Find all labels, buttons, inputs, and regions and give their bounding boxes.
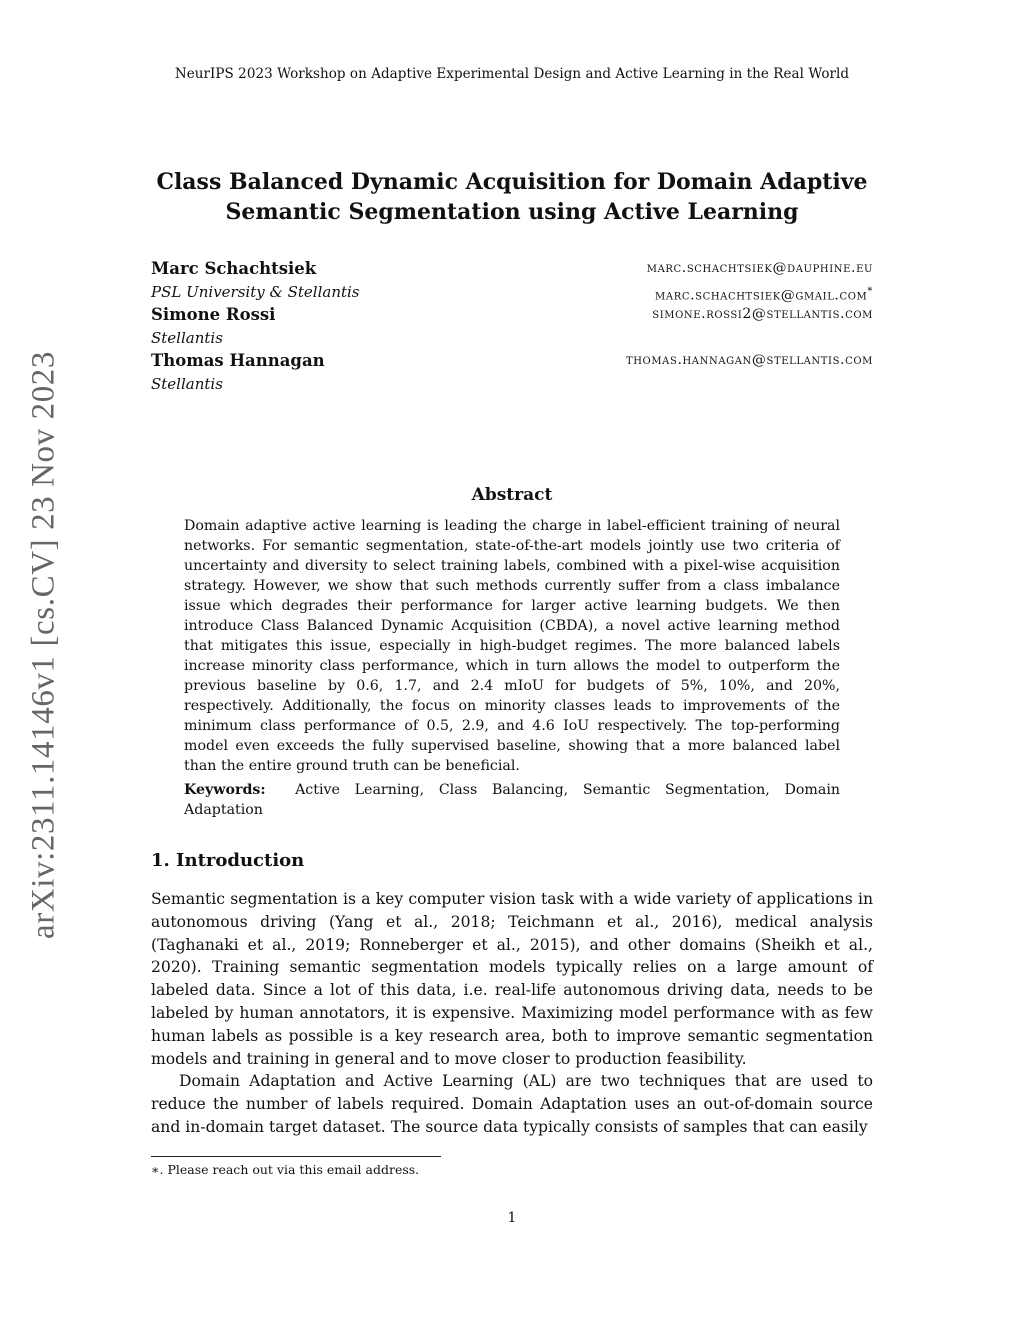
introduction-body — [151, 888, 873, 1139]
author-email[interactable]: simone.rossi2@stellantis.com — [652, 306, 873, 322]
page-number: 1 — [507, 1210, 517, 1226]
title-line-2: Semantic Segmentation using Active Learning — [225, 199, 799, 225]
author-row — [151, 257, 873, 280]
author-name: Thomas Hannagan — [151, 351, 325, 370]
title-line-1: Class Balanced Dynamic Acquisition for Domain Adaptive — [156, 169, 868, 195]
venue-header: NeurIPS 2023 Workshop on Adaptive Experimental Design and Active Learning in the Real World — [174, 66, 850, 82]
section-heading-introduction: 1. Introduction — [151, 850, 305, 871]
footnote: ∗. Please reach out via this email address. — [151, 1162, 420, 1177]
affiliation-row — [151, 326, 873, 349]
author-email[interactable]: thomas.hannagan@stellantis.com — [625, 352, 873, 368]
footnote-marker: * — [867, 286, 873, 297]
keywords-list: Active Learning, Class Balancing, Semantic Segmentation, Domain Adaptation — [184, 782, 840, 818]
abstract-text: Domain adaptive active learning is leading the charge in label-efficient training of neural networks. For semantic segmentation, state-of-the-art models jointly use two criteria of uncertainty and diversity to select training labels, combined with a pixel-wise acquisition strategy. However, we show that such methods currently suffer from a class imbalance issue which degrades their performance for larger active learning budgets. We then introduce Class Balanced Dynamic Acquisition (CBDA), a novel active learning method that mitigates this issue, especially in high-budget regimes. The more balanced labels increase minority class performance, which in turn allows the model to outperform the previous baseline by 0.6, 1.7, and 2.4 mIoU for budgets of 5%, 10%, and 20%, respectively. Additionally, the focus on minority classes leads to improvements of the minimum class performance of 0.5, 2.9, and 4.6 IoU respectively. The top-performing model even exceeds the fully supervised baseline, showing that a more balanced label than the entire ground truth can be beneficial. — [184, 518, 840, 774]
author-row — [151, 303, 873, 326]
keywords — [184, 780, 840, 820]
arxiv-identifier[interactable]: arXiv:2311.14146v1 [cs.CV] 23 Nov 2023 — [25, 350, 62, 940]
author-row — [151, 349, 873, 372]
author-affiliation: Stellantis — [151, 375, 223, 393]
keywords-label: Keywords: — [184, 782, 266, 798]
author-email[interactable]: marc.schachtsiek@dauphine.eu — [646, 260, 873, 276]
author-name: Marc Schachtsiek — [151, 259, 317, 278]
author-affiliation: PSL University & Stellantis — [151, 283, 360, 301]
paragraph: Semantic segmentation is a key computer vision task with a wide variety of applications in autonomous driving (Yang et al., 2018; Teichmann et al., 2016), medical analysis (Taghanaki et al., 2019; Ronneberger et al., 2015), and other domains (Sheikh et al., 2020). Training semantic segmentation models typically relies on a large amount of labeled data. Since a lot of this data, i.e. real-life autonomous driving data, needs to be labeled by human annotators, it is expensive. Maximizing model performance with as few human labels as possible is a key research area, both to improve semantic segmentation models and training in general and to move closer to production feasibility. — [151, 890, 873, 1068]
affiliation-row — [151, 372, 873, 395]
abstract-heading: Abstract — [471, 485, 553, 505]
footnote-rule — [151, 1156, 441, 1157]
affiliation-row — [151, 280, 873, 303]
email-text: marc.schachtsiek@gmail.com — [655, 287, 868, 304]
paragraph: Domain Adaptation and Active Learning (AL) are two techniques that are used to reduce the number of labels required. Domain Adaptation uses an out-of-domain source and in-domain target dataset. The source data typically consists of samples that can easily — [151, 1072, 873, 1136]
author-block — [151, 257, 873, 395]
author-affiliation: Stellantis — [151, 329, 223, 347]
author-name: Simone Rossi — [151, 305, 276, 324]
paper-title — [100, 167, 924, 227]
